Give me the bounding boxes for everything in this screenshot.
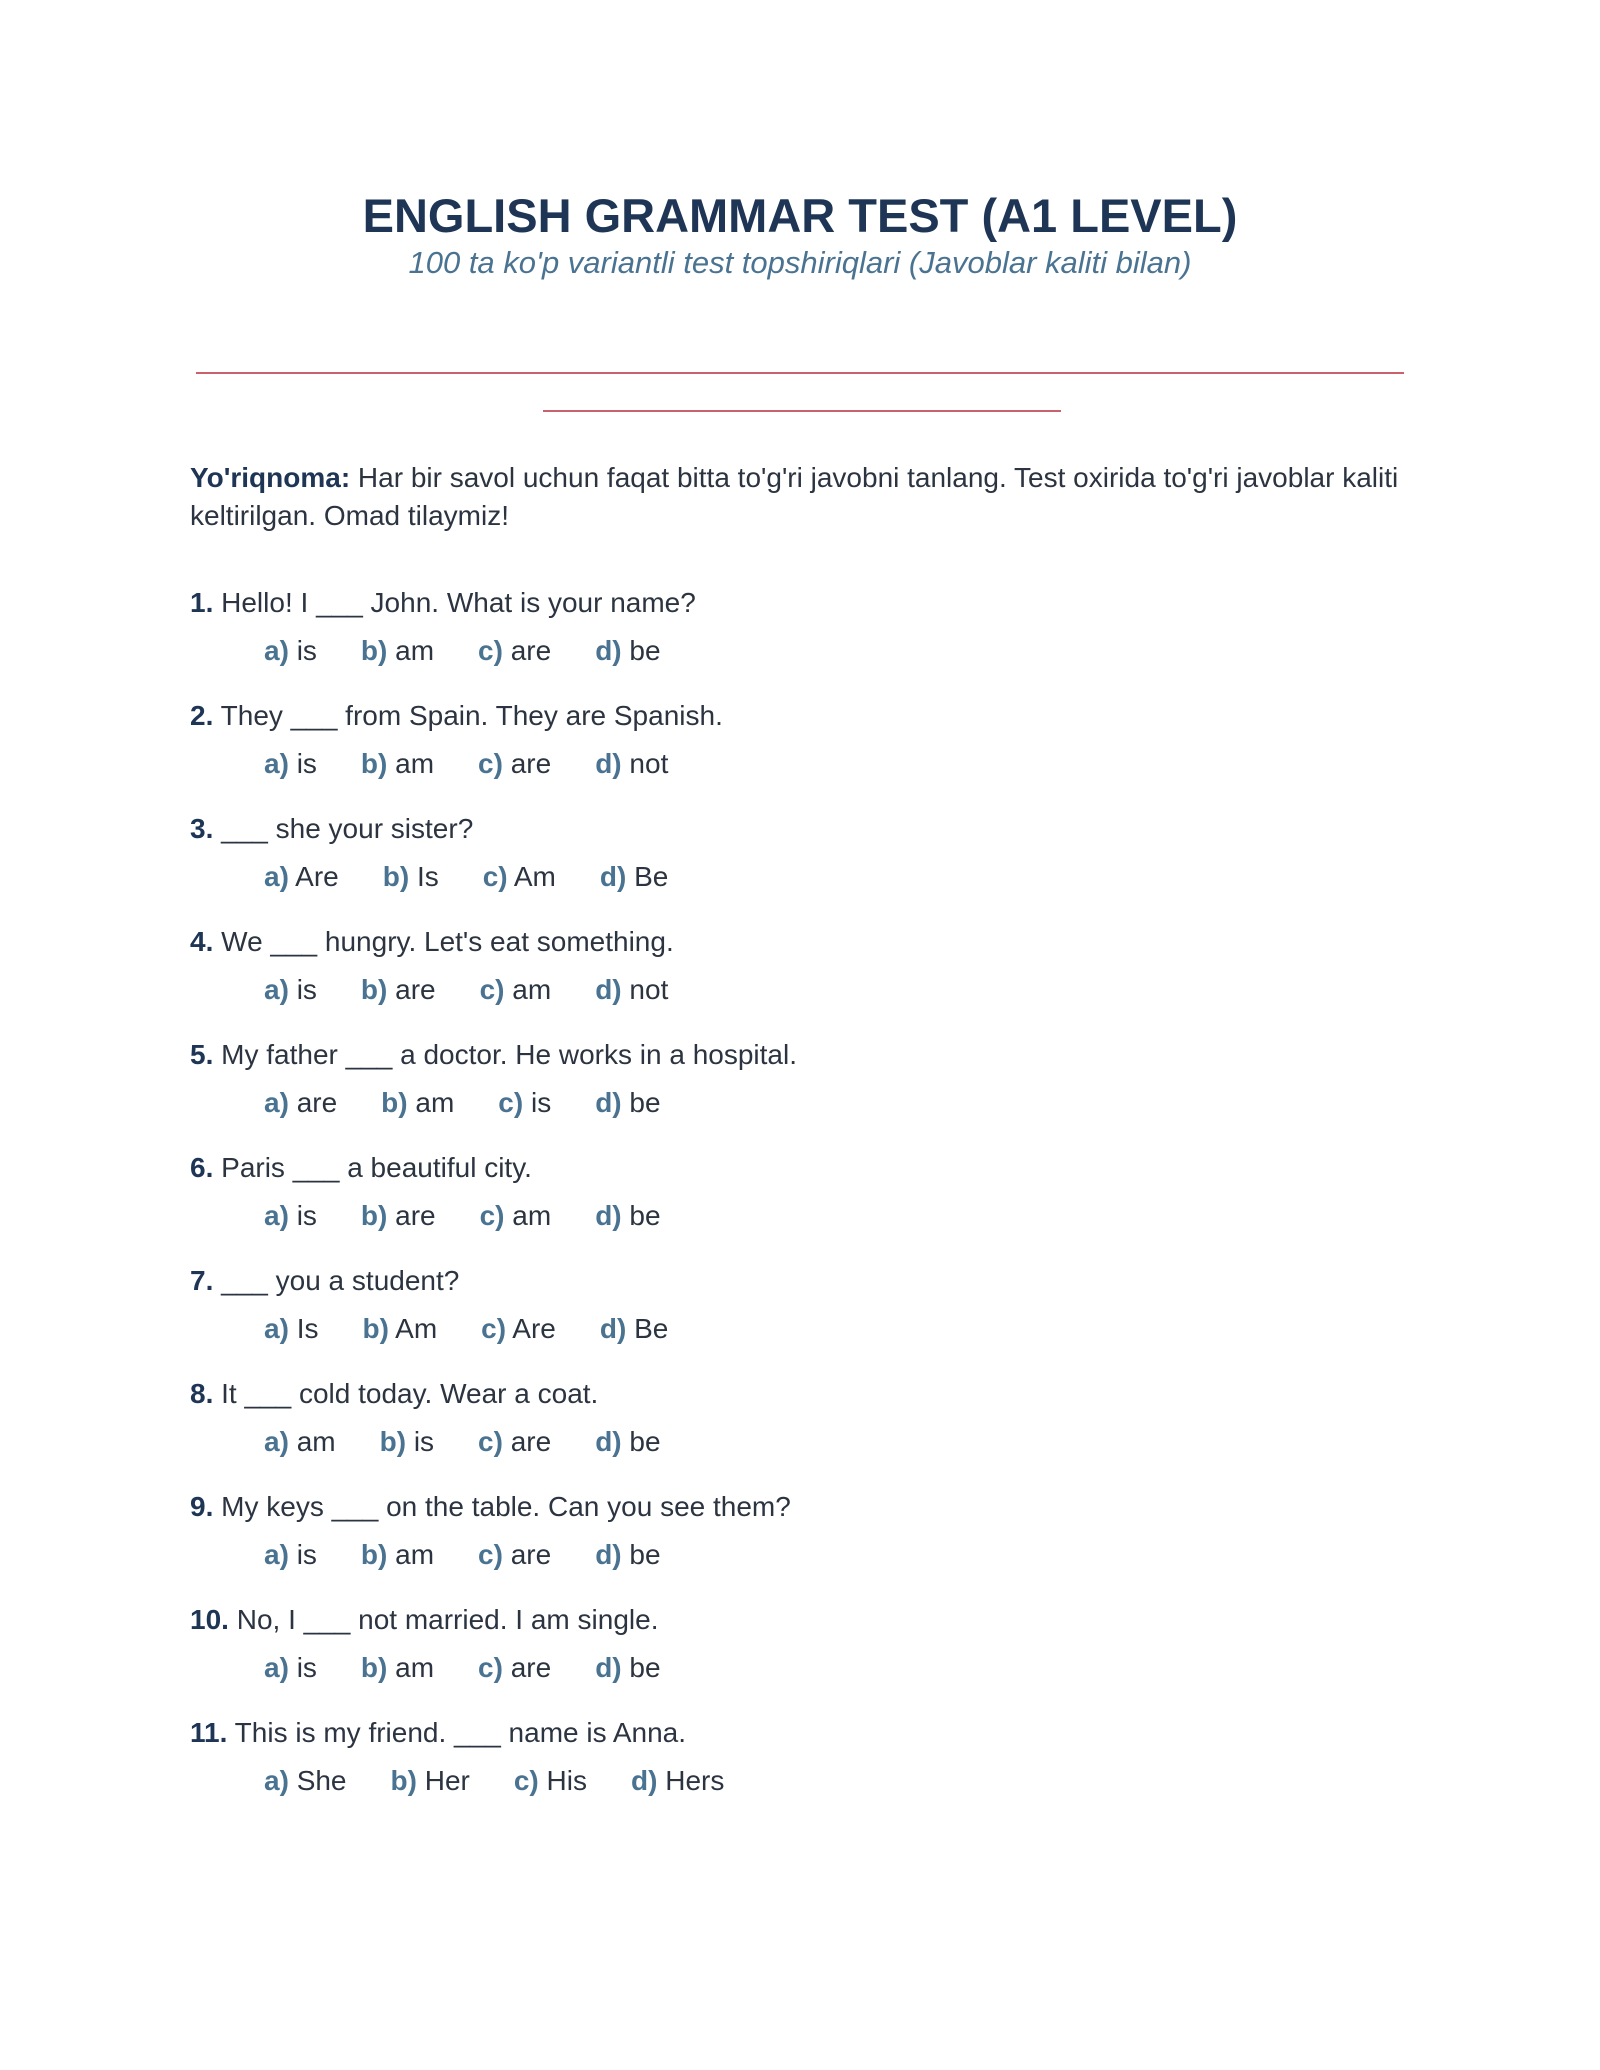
question-line: [190, 924, 1410, 960]
answer-option: [362, 1311, 437, 1347]
option-letter: c): [479, 974, 505, 1005]
option-letter: b): [390, 1765, 417, 1796]
option-text: is: [296, 1200, 317, 1231]
option-text: are: [510, 1652, 552, 1683]
answer-options: [264, 1085, 705, 1121]
answer-option: [264, 1424, 336, 1460]
option-letter: a): [264, 861, 289, 892]
answer-options: [264, 1763, 768, 1799]
instructions-text: Har bir savol uchun faqat bitta to'g'ri javobni tanlang. Test oxirida to'g'ri javoblar kaliti keltirilgan. Omad tilaymiz!: [190, 462, 1399, 531]
answer-options: [264, 859, 712, 895]
option-text: Is: [416, 861, 439, 892]
answer-option: [264, 1763, 347, 1799]
question-text: My keys ___ on the table. Can you see them?: [221, 1491, 791, 1522]
answer-option: [361, 1198, 436, 1234]
question-text: My father ___ a doctor. He works in a hospital.: [221, 1039, 797, 1070]
question-text: They ___ from Spain. They are Spanish.: [220, 700, 723, 731]
option-letter: c): [478, 635, 503, 666]
option-text: Am: [513, 861, 556, 892]
question-text: ___ you a student?: [221, 1265, 460, 1296]
option-letter: a): [264, 1426, 289, 1457]
option-text: are: [296, 1087, 338, 1118]
option-letter: d): [595, 1426, 622, 1457]
option-letter: b): [362, 1313, 389, 1344]
question-line: [190, 811, 1410, 847]
answer-option: [595, 1424, 660, 1460]
answer-option: [478, 1537, 551, 1573]
answer-option: [264, 859, 339, 895]
answer-option: [264, 1537, 317, 1573]
question-text: Hello! I ___ John. What is your name?: [221, 587, 696, 618]
option-text: am: [395, 635, 435, 666]
divider-line: [196, 372, 1404, 374]
option-text: His: [546, 1765, 587, 1796]
option-letter: c): [482, 861, 508, 892]
answer-option: [264, 746, 317, 782]
option-text: is: [296, 748, 317, 779]
question-number: 6.: [190, 1152, 214, 1183]
option-text: not: [629, 748, 669, 779]
answer-option: [600, 859, 668, 895]
question-line: [190, 1263, 1410, 1299]
option-text: are: [510, 1426, 552, 1457]
answer-option: [595, 1650, 660, 1686]
option-text: is: [296, 1539, 317, 1570]
answer-option: [478, 1424, 551, 1460]
option-letter: d): [595, 1087, 622, 1118]
option-text: Hers: [665, 1765, 725, 1796]
option-text: is: [296, 1652, 317, 1683]
answer-options: [264, 1424, 705, 1460]
question-line: [190, 698, 1410, 734]
option-text: is: [530, 1087, 552, 1118]
question-line: [190, 1150, 1410, 1186]
option-text: is: [413, 1426, 435, 1457]
answer-option: [478, 746, 551, 782]
option-letter: c): [478, 1539, 503, 1570]
option-text: are: [395, 974, 436, 1005]
answer-option: [264, 1085, 337, 1121]
option-text: am: [415, 1087, 455, 1118]
option-text: is: [296, 974, 317, 1005]
answer-option: [264, 1198, 317, 1234]
answer-option: [264, 1650, 317, 1686]
option-text: Are: [295, 861, 339, 892]
question-number: 9.: [190, 1491, 214, 1522]
option-text: are: [510, 748, 552, 779]
option-letter: a): [264, 974, 289, 1005]
option-letter: d): [595, 974, 622, 1005]
question-number: 11.: [190, 1717, 228, 1748]
option-text: Am: [395, 1313, 438, 1344]
question-text: No, I ___ not married. I am single.: [236, 1604, 659, 1635]
option-text: Her: [424, 1765, 470, 1796]
answer-option: [380, 1424, 434, 1460]
answer-option: [514, 1763, 587, 1799]
option-letter: b): [381, 1087, 408, 1118]
option-letter: d): [595, 1539, 622, 1570]
option-letter: b): [360, 1200, 388, 1231]
option-letter: a): [264, 1765, 289, 1796]
question-text: Paris ___ a beautiful city.: [221, 1152, 532, 1183]
answer-option: [595, 633, 660, 669]
question-number: 7.: [190, 1265, 214, 1296]
option-letter: a): [264, 635, 289, 666]
answer-options: [264, 1650, 705, 1686]
option-text: am: [395, 1652, 435, 1683]
option-text: are: [510, 1539, 552, 1570]
option-letter: b): [379, 1426, 407, 1457]
question-item: [190, 1376, 1410, 1489]
option-text: be: [629, 1539, 661, 1570]
answer-options: [264, 746, 712, 782]
answer-option: [600, 1311, 668, 1347]
answer-option: [361, 633, 434, 669]
question-number: 10.: [190, 1604, 229, 1635]
answer-option: [631, 1763, 724, 1799]
instructions-paragraph: [190, 459, 1410, 535]
option-text: am: [296, 1426, 336, 1457]
question-line: [190, 1376, 1410, 1412]
question-line: [190, 1602, 1410, 1638]
option-text: am: [395, 748, 435, 779]
question-line: [190, 1037, 1410, 1073]
option-letter: a): [264, 748, 289, 779]
option-letter: c): [478, 748, 503, 779]
option-letter: a): [264, 1087, 289, 1118]
question-number: 8.: [190, 1378, 214, 1409]
answer-option: [478, 1650, 551, 1686]
answer-options: [264, 1198, 705, 1234]
answer-option: [264, 633, 317, 669]
option-text: am: [512, 974, 552, 1005]
option-text: be: [629, 1087, 661, 1118]
option-text: Is: [296, 1313, 319, 1344]
instructions-label: Yo'riqnoma:: [190, 462, 351, 493]
option-letter: d): [595, 635, 622, 666]
option-text: be: [629, 635, 661, 666]
answer-option: [595, 1085, 660, 1121]
question-item: [190, 1489, 1410, 1602]
question-item: [190, 698, 1410, 811]
question-text: We ___ hungry. Let's eat something.: [221, 926, 674, 957]
option-text: are: [395, 1200, 436, 1231]
option-letter: d): [595, 1652, 622, 1683]
answer-option: [595, 1537, 660, 1573]
question-item: [190, 1037, 1410, 1150]
question-line: [190, 1715, 1410, 1751]
answer-option: [480, 1198, 552, 1234]
answer-option: [264, 972, 317, 1008]
question-number: 5.: [190, 1039, 214, 1070]
option-text: am: [512, 1200, 552, 1231]
option-text: be: [629, 1200, 661, 1231]
page-title: ENGLISH GRAMMAR TEST (A1 LEVEL): [362, 189, 1238, 242]
question-line: [190, 585, 1410, 621]
question-item: [190, 1715, 1410, 1828]
answer-option: [595, 1198, 660, 1234]
question-item: [190, 924, 1410, 1037]
option-letter: a): [264, 1200, 289, 1231]
option-letter: b): [360, 748, 388, 779]
option-text: She: [296, 1765, 347, 1796]
answer-option: [381, 1085, 454, 1121]
question-text: This is my friend. ___ name is Anna.: [234, 1717, 686, 1748]
answer-option: [264, 1311, 318, 1347]
answer-options: [264, 972, 712, 1008]
option-letter: d): [599, 1313, 627, 1344]
option-letter: b): [360, 635, 388, 666]
page-subtitle: 100 ta ko'p variantli test topshiriqlari (Javoblar kaliti bilan): [408, 245, 1192, 280]
answer-option: [595, 746, 668, 782]
option-letter: b): [382, 861, 410, 892]
option-text: am: [395, 1539, 435, 1570]
option-text: be: [629, 1652, 661, 1683]
question-item: [190, 1602, 1410, 1715]
option-text: Be: [634, 861, 669, 892]
option-letter: a): [264, 1313, 289, 1344]
question-item: [190, 1150, 1410, 1263]
option-letter: d): [595, 1200, 622, 1231]
option-text: are: [510, 635, 552, 666]
answer-option: [361, 746, 434, 782]
option-letter: c): [513, 1765, 539, 1796]
option-letter: d): [631, 1765, 658, 1796]
option-letter: b): [360, 1539, 388, 1570]
question-text: It ___ cold today. Wear a coat.: [221, 1378, 599, 1409]
option-letter: d): [599, 861, 627, 892]
option-letter: a): [264, 1652, 289, 1683]
question-text: ___ she your sister?: [221, 813, 474, 844]
question-line: [190, 1489, 1410, 1525]
question-number: 2.: [190, 700, 214, 731]
answer-option: [595, 972, 668, 1008]
option-letter: c): [498, 1087, 524, 1118]
answer-option: [478, 633, 551, 669]
question-number: 3.: [190, 813, 214, 844]
option-text: be: [629, 1426, 661, 1457]
question-list: [190, 585, 1410, 1828]
answer-options: [264, 633, 705, 669]
answer-option: [483, 859, 556, 895]
question-number: 1.: [190, 587, 214, 618]
answer-option: [361, 1650, 434, 1686]
answer-option: [480, 972, 552, 1008]
option-text: Be: [634, 1313, 669, 1344]
option-text: is: [296, 635, 317, 666]
question-item: [190, 1263, 1410, 1376]
question-number: 4.: [190, 926, 214, 957]
answer-option: [481, 1311, 556, 1347]
answer-options: [264, 1537, 705, 1573]
answer-option: [391, 1763, 470, 1799]
option-text: not: [629, 974, 669, 1005]
option-letter: c): [478, 1652, 503, 1683]
option-letter: b): [360, 974, 388, 1005]
option-letter: c): [478, 1426, 503, 1457]
option-text: Are: [512, 1313, 556, 1344]
answer-option: [361, 972, 436, 1008]
answer-option: [361, 1537, 434, 1573]
answer-options: [264, 1311, 712, 1347]
option-letter: c): [481, 1313, 507, 1344]
answer-option: [383, 859, 439, 895]
question-item: [190, 811, 1410, 924]
answer-option: [498, 1085, 551, 1121]
question-item: [190, 585, 1410, 698]
option-letter: d): [595, 748, 622, 779]
divider-line-short: [543, 410, 1061, 412]
option-letter: b): [360, 1652, 388, 1683]
option-letter: a): [264, 1539, 289, 1570]
option-letter: c): [479, 1200, 505, 1231]
